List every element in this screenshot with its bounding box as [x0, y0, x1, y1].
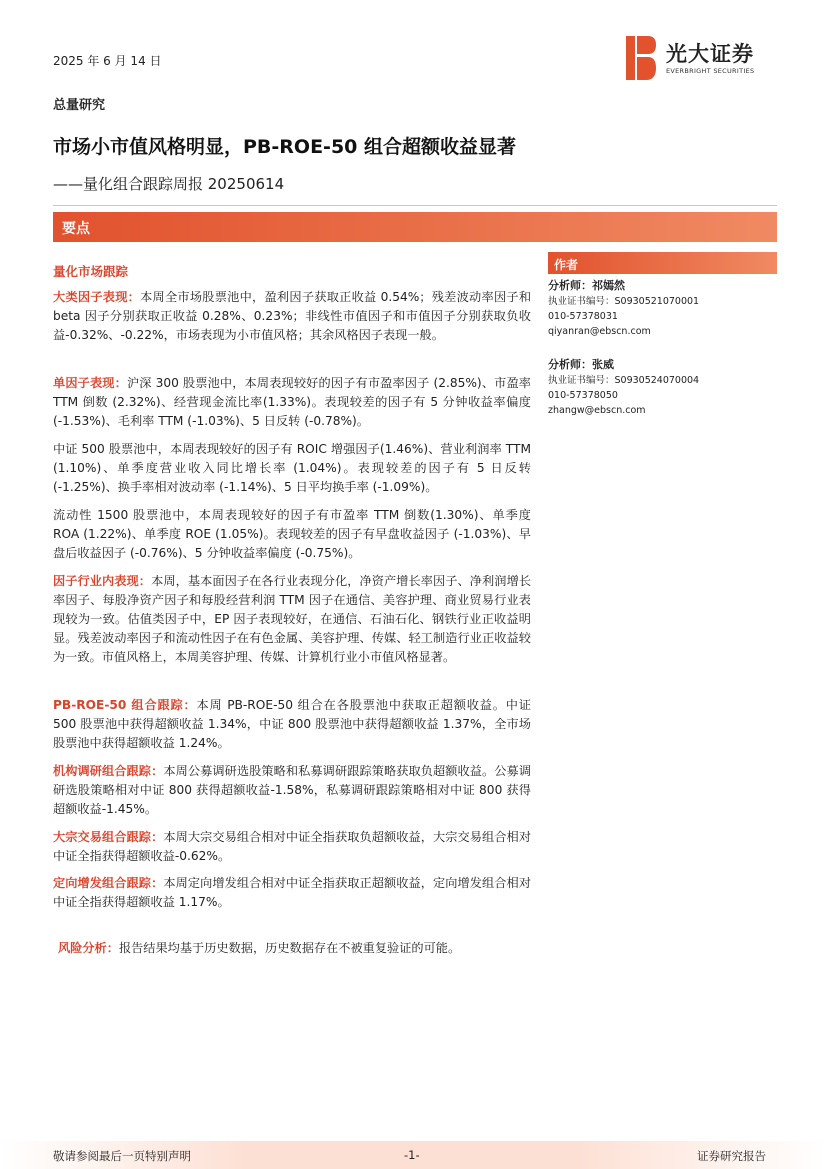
risk-analysis — [58, 939, 758, 956]
logo-english-text: EVERBRIGHT SECURITIES — [666, 67, 755, 75]
report-subtitle: ——量化组合跟踪周报 20250614 — [53, 175, 285, 193]
risk-text: 报告结果均基于历史数据，历史数据存在不被重复验证的可能。 — [118, 941, 461, 955]
paragraph-institutional-research — [53, 762, 531, 819]
paragraph-text: 流动性 1500 股票池中，本周表现较好的因子有市盈率 TTM 倒数(1.30%)、单季度 ROA (1.22%)、单季度 ROE (1.05%)。表现较差的因子有早盘收益因子 (-1.03%)、早盘后收益因子 (-0.76%)、5 分钟收益率偏度 (-0.75%)。 — [53, 508, 531, 560]
risk-label: 风险分析： — [58, 941, 119, 955]
logo-mark-icon — [626, 36, 656, 80]
analyst-license: 执业证书编号：S0930524070004 — [548, 375, 700, 386]
paragraph-label: 定向增发组合跟踪： — [53, 876, 164, 890]
analyst-name: 分析师：张威 — [548, 358, 614, 371]
paragraph-text: 中证 500 股票池中，本周表现较好的因子有 ROIC 增强因子(1.46%)、营业利润率 TTM (1.10%)、单季度营业收入同比增长率 (1.04%)。表现较差的因子有 5 日反转(-1.25%)、换手率相对波动率 (-1.14%)、5 日平均换手率 (-1.09%)。 — [53, 442, 531, 494]
analyst-phone: 010-57378050 — [548, 390, 618, 401]
footer-page-number: -1- — [404, 1148, 420, 1162]
analyst-email[interactable]: qiyanran@ebscn.com — [548, 326, 651, 337]
paragraph-label: 因子行业内表现： — [53, 574, 152, 588]
key-points-label: 要点 — [62, 221, 90, 237]
author-label: 作者 — [554, 258, 579, 272]
paragraph-text: 本周定向增发组合相对中证全指获取正超额收益，定向增发组合相对中证全指获得超额收益 1.17%。 — [53, 876, 532, 909]
paragraph-single-factor-csi500 — [53, 440, 531, 497]
paragraph-single-factor-hs300 — [53, 374, 531, 431]
paragraph-pbroe50 — [53, 696, 531, 753]
report-category: 总量研究 — [53, 98, 106, 113]
paragraph-label: 机构调研组合跟踪： — [53, 764, 164, 778]
footer-report-type: 证券研究报告 — [697, 1149, 766, 1163]
analyst-license: 执业证书编号：S0930521070001 — [548, 296, 700, 307]
analyst-phone: 010-57378031 — [548, 311, 618, 322]
company-logo — [626, 36, 778, 82]
analyst-email[interactable]: zhangw@ebscn.com — [548, 405, 646, 416]
paragraph-block-trade — [53, 828, 531, 866]
author-header — [548, 252, 777, 274]
analyst-name: 分析师：祁嫣然 — [548, 279, 625, 292]
report-title: 市场小市值风格明显，PB-ROE-50 组合超额收益显著 — [53, 136, 516, 158]
paragraph-label: 大宗交易组合跟踪： — [53, 830, 164, 844]
paragraph-single-factor-liquidity1500 — [53, 506, 531, 563]
title-divider — [53, 205, 777, 206]
footer-disclaimer: 敬请参阅最后一页特别声明 — [53, 1149, 191, 1163]
paragraph-text: 本周 PB-ROE-50 组合在各股票池中获取正超额收益。中证 500 股票池中获得超额收益 1.34%，中证 800 股票池中获得超额收益 1.37%，全市场股票池中获得超额收益 1.24%。 — [53, 698, 531, 750]
paragraph-text: 本周公募调研选股策略和私募调研跟踪策略获取负超额收益。公募调研选股策略相对中证 800 获得超额收益-1.58%，私募调研跟踪策略相对中证 800 获得超额收益-1.45%。 — [53, 764, 532, 816]
paragraph-industry-factors — [53, 572, 531, 667]
paragraph-text: 沪深 300 股票池中，本周表现较好的因子有市盈率因子 (2.85%)、市盈率 TTM 倒数 (2.32%)、经营现金流比率(1.33%)。表现较差的因子有 5 分钟收益率偏度(-1.53%)、毛利率 TTM (-1.03%)、5 日反转 (-0.78%)。 — [53, 376, 531, 428]
logo-chinese-text: 光大证券 — [666, 42, 754, 66]
paragraph-text: 本周大宗交易组合相对中证全指获取负超额收益，大宗交易组合相对中证全指获得超额收益-0.62%。 — [53, 830, 532, 863]
analyst-card — [548, 278, 777, 339]
report-date: 2025 年 6 月 14 日 — [53, 54, 162, 68]
paragraph-style-factors — [53, 288, 531, 345]
paragraph-label: 大类因子表现： — [53, 290, 141, 304]
paragraph-text: 本周全市场股票池中，盈利因子获取正收益 0.54%；残差波动率因子和 beta 因子分别获取正收益 0.28%、0.23%；非线性市值因子和市值因子分别获取负收益-0.32%、-0.22%，市场表现为小市值风格；其余风格因子表现一般。 — [53, 290, 532, 342]
paragraph-label: 单因子表现： — [53, 376, 127, 390]
key-points-bar — [53, 212, 777, 242]
paragraph-private-placement — [53, 874, 531, 912]
author-sidebar — [548, 252, 777, 418]
paragraph-text: 本周，基本面因子在各行业表现分化，净资产增长率因子、净利润增长率因子、每股净资产因子和每股经营利润 TTM 因子在通信、美容护理、商业贸易行业表现较为一致。估值类因子中，EP 因子表现较好，在通信、石油石化、钢铁行业正收益明显。残差波动率因子和流动性因子在有色金属、美容护理、传媒、轻工制造行业正收益较为一致。市值风格上，本周美容护理、传媒、计算机行业小市值风格显著。 — [53, 574, 532, 664]
analyst-card — [548, 357, 777, 418]
section-title: 量化市场跟踪 — [53, 264, 129, 279]
paragraph-label: PB-ROE-50 组合跟踪： — [53, 698, 197, 712]
